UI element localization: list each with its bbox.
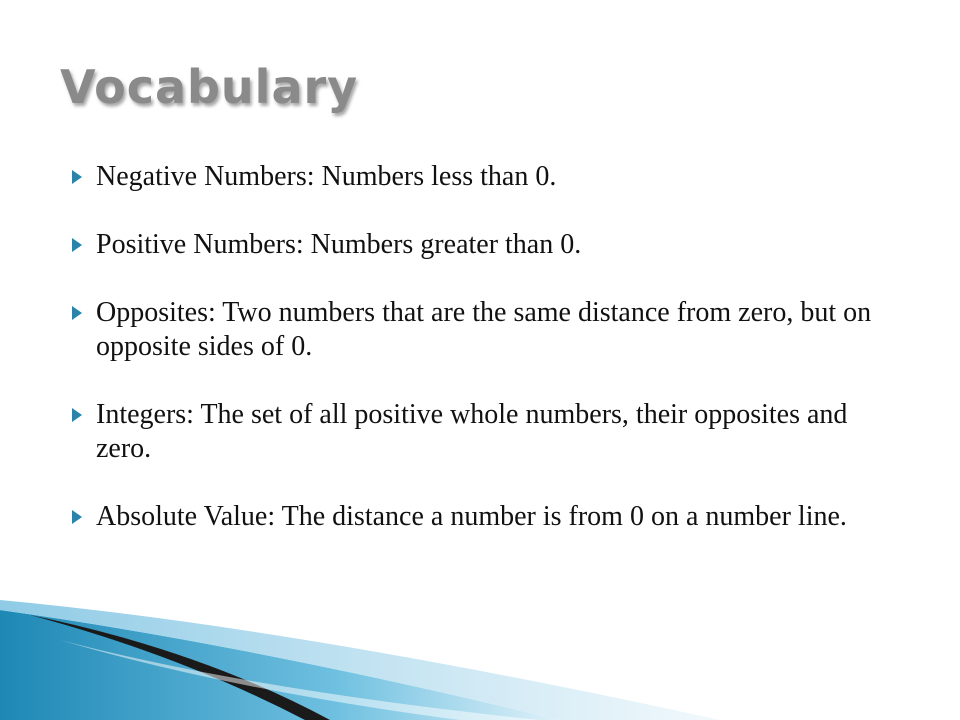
arrow-right-icon [72,238,82,252]
list-item [72,296,872,364]
list-item [72,228,872,262]
arrow-right-icon [72,408,82,422]
bullet-text: Integers: The set of all positive whole numbers, their opposites and zero. [96,399,848,464]
bullet-text: Negative Numbers: Numbers less than 0. [96,161,557,192]
slide-title: Vocabulary [60,60,359,114]
list-item [72,398,872,466]
list-item [72,500,872,534]
bullet-text: Positive Numbers: Numbers greater than 0. [96,229,582,260]
bullet-text: Opposites: Two numbers that are the same distance from zero, but on opposite sides of 0. [96,297,872,362]
arrow-right-icon [72,306,82,320]
vocabulary-list [72,160,872,568]
list-item [72,160,872,194]
arrow-right-icon [72,510,82,524]
arrow-right-icon [72,170,82,184]
bullet-text: Absolute Value: The distance a number is from 0 on a number line. [96,501,847,532]
